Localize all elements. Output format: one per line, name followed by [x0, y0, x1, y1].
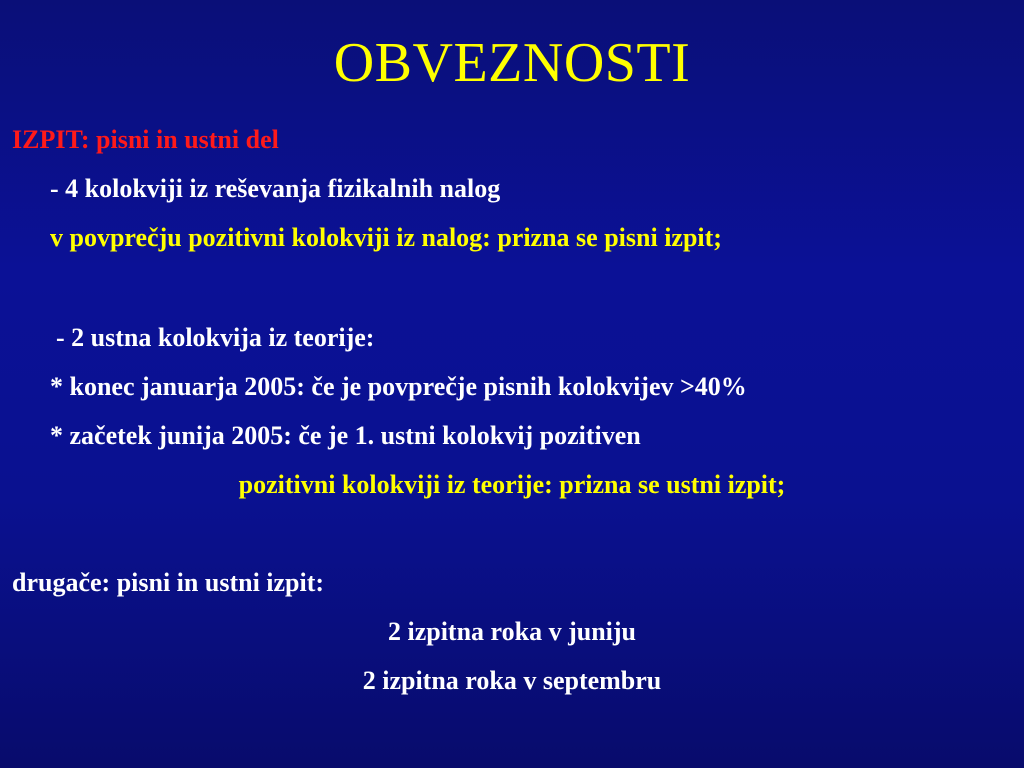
- written-colloquia-line: - 4 kolokviji iz reševanja fizikalnih nalog: [50, 174, 501, 203]
- slide-title: OBVEZNOSTI: [333, 32, 691, 94]
- january-condition-line: * konec januarja 2005: če je povprečje pisnih kolokvijev >40%: [50, 372, 747, 401]
- september-terms-line: 2 izpitna roka v septembru: [362, 666, 662, 695]
- oral-colloquia-line: - 2 ustna kolokvija iz teorije:: [56, 323, 375, 352]
- written-recognition-line: v povprečju pozitivni kolokviji iz nalog: prizna se pisni izpit;: [50, 223, 722, 252]
- otherwise-line: drugače: pisni in ustni izpit:: [12, 568, 325, 597]
- oral-recognition-line: pozitivni kolokviji iz teorije: prizna se ustni izpit;: [238, 470, 786, 499]
- june-terms-line: 2 izpitna roka v juniju: [387, 617, 636, 646]
- exam-heading: IZPIT: pisni in ustni del: [12, 125, 279, 154]
- june-condition-line: * začetek junija 2005: če je 1. ustni kolokvij pozitiven: [50, 421, 641, 450]
